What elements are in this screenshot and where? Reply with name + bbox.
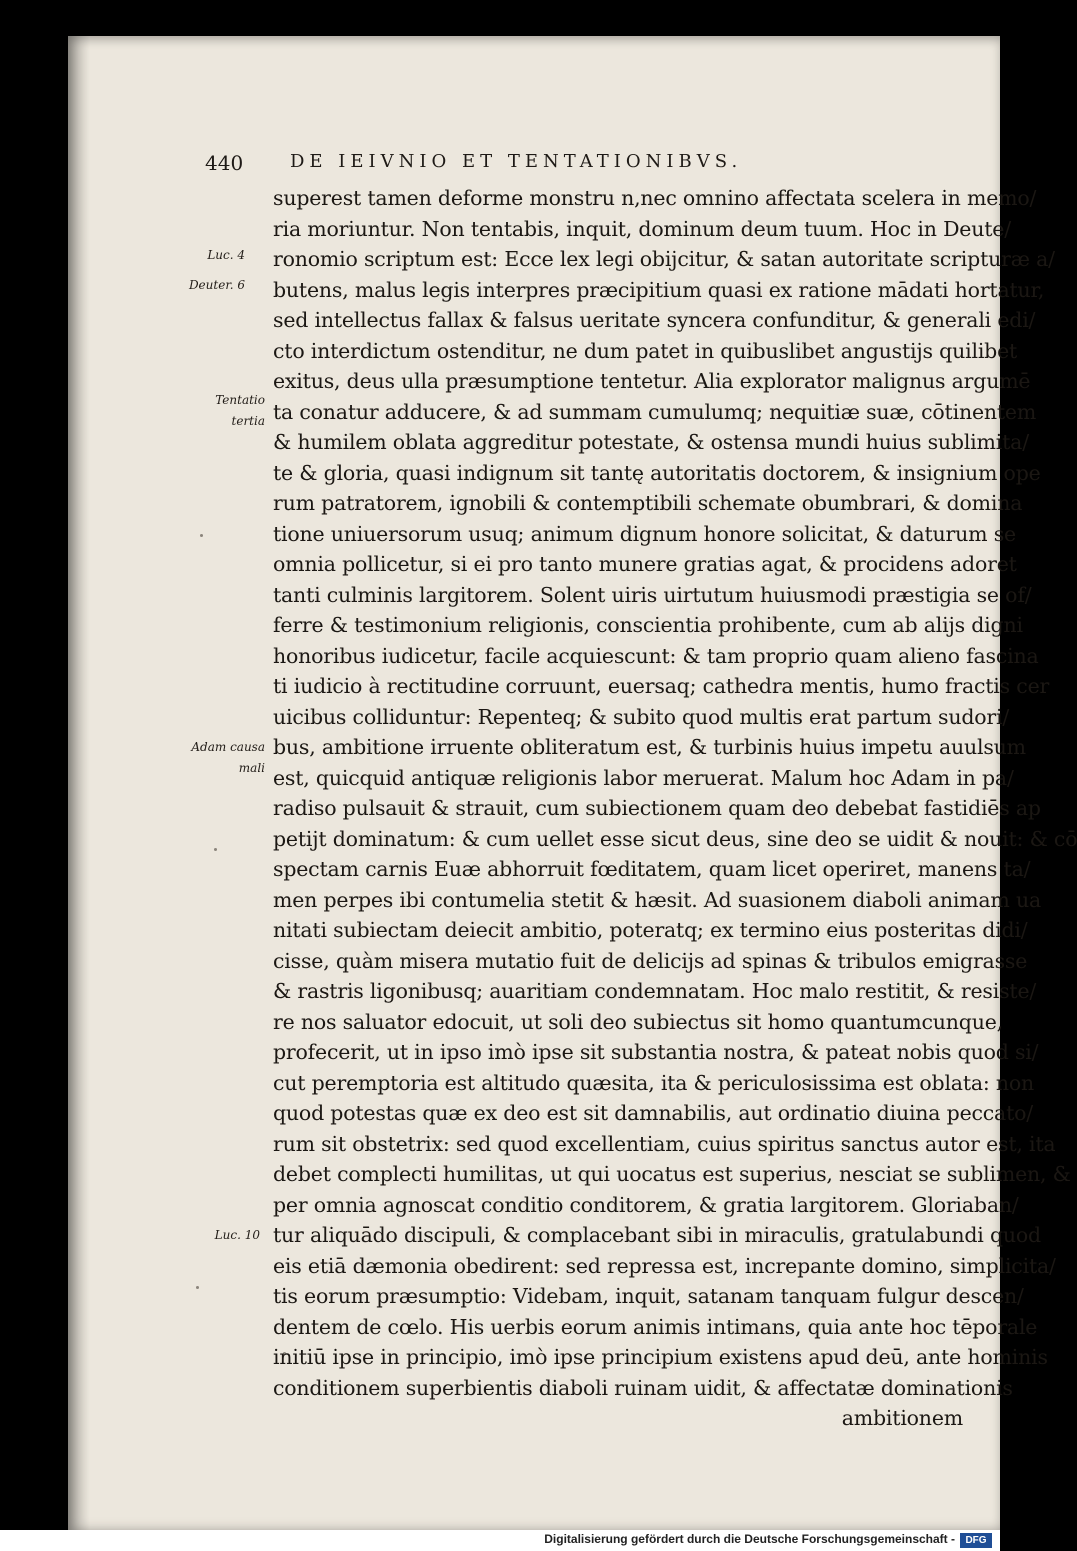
text-line: exitus, deus ulla præsumptione tentetur. Alia explorator malignus argumē xyxy=(273,369,1031,393)
text-line: & humilem oblata aggreditur potestate, & ostensa mundi huius sublimita/ xyxy=(273,430,1029,454)
text-line: petijt dominatum: & cum uellet esse sicut deus, sine deo se uidit & nouit: & cō xyxy=(273,826,1077,851)
footer-bar xyxy=(0,1530,1000,1551)
text-line: men perpes ibi contumelia stetit & hæsit. Ad suasionem diaboli animam ua xyxy=(273,887,1042,912)
text-line: ti iudicio à rectitudine corruunt, euersaq; cathedra mentis, humo fractis cer xyxy=(273,674,1050,698)
text-line: te & gloria, quasi indignum sit tantę autoritatis doctorem, & insignium ope xyxy=(273,460,1041,485)
marginal-note: Luc. 10 xyxy=(214,1228,260,1242)
marginal-note: Deuter. 6 xyxy=(188,278,245,292)
text-line: cut peremptoria est altitudo quæsita, ita & periculosissima est oblata: non xyxy=(273,1070,1035,1095)
text-line: honoribus iudicetur, facile acquiescunt: & tam proprio quam alieno fascina xyxy=(273,643,1039,668)
text-line: spectam carnis Euæ abhorruit fœditatem, quam licet operiret, manens ta/ xyxy=(273,857,1031,881)
text-line: butens, malus legis interpres præcipitium quasi ex ratione mādati hortatur, xyxy=(273,277,1045,302)
text-line: ferre & testimonium religionis, conscientia prohibente, cum ab alijs digni xyxy=(273,613,1023,637)
page-header xyxy=(205,151,925,181)
text-line: nitati subiectam deiecit ambitio, poteratq; ex termino eius posteritas didi/ xyxy=(273,918,1028,942)
text-line: tur aliquādo discipuli, & complacebant sibi in miraculis, gratulabundi quod xyxy=(273,1223,1041,1247)
marginal-note: Luc. 4 xyxy=(207,248,245,262)
text-line: radiso pulsauit & strauit, cum subiectionem quam deo debebat fastidiēs ap xyxy=(273,796,1041,820)
text-line: tis eorum præsumptio: Videbam, inquit, satanam tanquam fulgur descen/ xyxy=(273,1284,1024,1308)
running-title: DE IEIVNIO ET TENTATIONIBVS. xyxy=(290,151,743,172)
text-line: bus, ambitione irruente obliteratum est, & turbinis huius impetu auulsum xyxy=(273,735,1026,759)
paper-speck xyxy=(196,1286,199,1289)
text-line: ambitionem xyxy=(841,1406,963,1430)
text-line: quod potestas quæ ex deo est sit damnabilis, aut ordinatio diuina peccato/ xyxy=(273,1101,1033,1125)
text-line: tione uniuersorum usuq; animum dignum honore solicitat, & daturum se xyxy=(273,521,1016,546)
text-line: re nos saluator edocuit, ut soli deo subiectus sit homo quantumcunque, xyxy=(273,1009,1003,1034)
text-line: rum sit obstetrix: sed quod excellentiam, cuius spiritus sanctus autor est, ita xyxy=(273,1131,1056,1156)
paper-speck xyxy=(200,534,203,537)
text-line: superest tamen deforme monstru n,nec omnino affectata scelera in memo/ xyxy=(273,186,1037,210)
text-line: ria moriuntur. Non tentabis, inquit, dominum deum tuum. Hoc in Deute/ xyxy=(273,216,1011,241)
text-line: & rastris ligonibusq; auaritiam condemnatam. Hoc malo restitit, & resiste/ xyxy=(273,979,1037,1003)
text-line: uicibus colliduntur: Repenteq; & subito quod multis erat partum sudori/ xyxy=(273,704,1010,729)
text-line: per omnia agnoscat conditio conditorem, & gratia largitorem. Gloriaban/ xyxy=(273,1192,1019,1217)
text-line: debet complecti humilitas, ut qui uocatus est superius, nesciat se sublimen, & xyxy=(273,1162,1071,1186)
text-line: eis etiā dæmonia obedirent: sed repressa est, increpante domino, simplicita/ xyxy=(273,1253,1056,1278)
text-line: ronomio scriptum est: Ecce lex legi obijcitur, & satan autoritate scripturæ a/ xyxy=(273,247,1055,271)
text-line: profecerit, ut in ipso imò ipse sit substantia nostra, & pateat nobis quod si/ xyxy=(273,1040,1039,1064)
text-line: cisse, quàm misera mutatio fuit de delicijs ad spinas & tribulos emigrasse xyxy=(273,948,1028,973)
text-line: sed intellectus fallax & falsus ueritate syncera confunditur, & generali edi/ xyxy=(273,308,1036,332)
body-text xyxy=(273,183,1077,1434)
text-line: initiū ipse in principio, imò ipse principium existens apud deū, ante hominis xyxy=(273,1345,1048,1369)
page-number: 440 xyxy=(205,151,244,175)
paper-speck xyxy=(214,848,217,851)
marginal-note: Tentatio tertia xyxy=(215,393,265,428)
text-line: conditionem superbientis diaboli ruinam uidit, & affectatæ dominationis xyxy=(273,1375,1013,1400)
text-line: rum patratorem, ignobili & contemptibili schemate obumbrari, & domina xyxy=(273,491,1023,515)
footer-credit: Digitalisierung gefördert durch die Deutsche Forschungsgemeinschaft - xyxy=(544,1532,955,1546)
text-line: dentem de cœlo. His uerbis eorum animis intimans, quia ante hoc tēporale xyxy=(273,1314,1038,1339)
text-line: tanti culminis largitorem. Solent uiris uirtutum huiusmodi præstigia se of/ xyxy=(273,582,1032,607)
text-line: est, quicquid antiquæ religionis labor meruerat. Malum hoc Adam in pa/ xyxy=(273,765,1014,790)
dfg-logo-icon: DFG xyxy=(960,1533,992,1548)
text-line: omnia pollicetur, si ei pro tanto munere gratias agat, & procidens adoret xyxy=(273,552,1017,576)
text-line: cto interdictum ostenditur, ne dum patet in quibuslibet angustijs quilibet xyxy=(273,338,1018,363)
text-line: ta conatur adducere, & ad summam cumulumq; nequitiæ suæ, cōtinentem xyxy=(273,399,1037,424)
marginal-note: Adam causa mali xyxy=(191,740,265,775)
